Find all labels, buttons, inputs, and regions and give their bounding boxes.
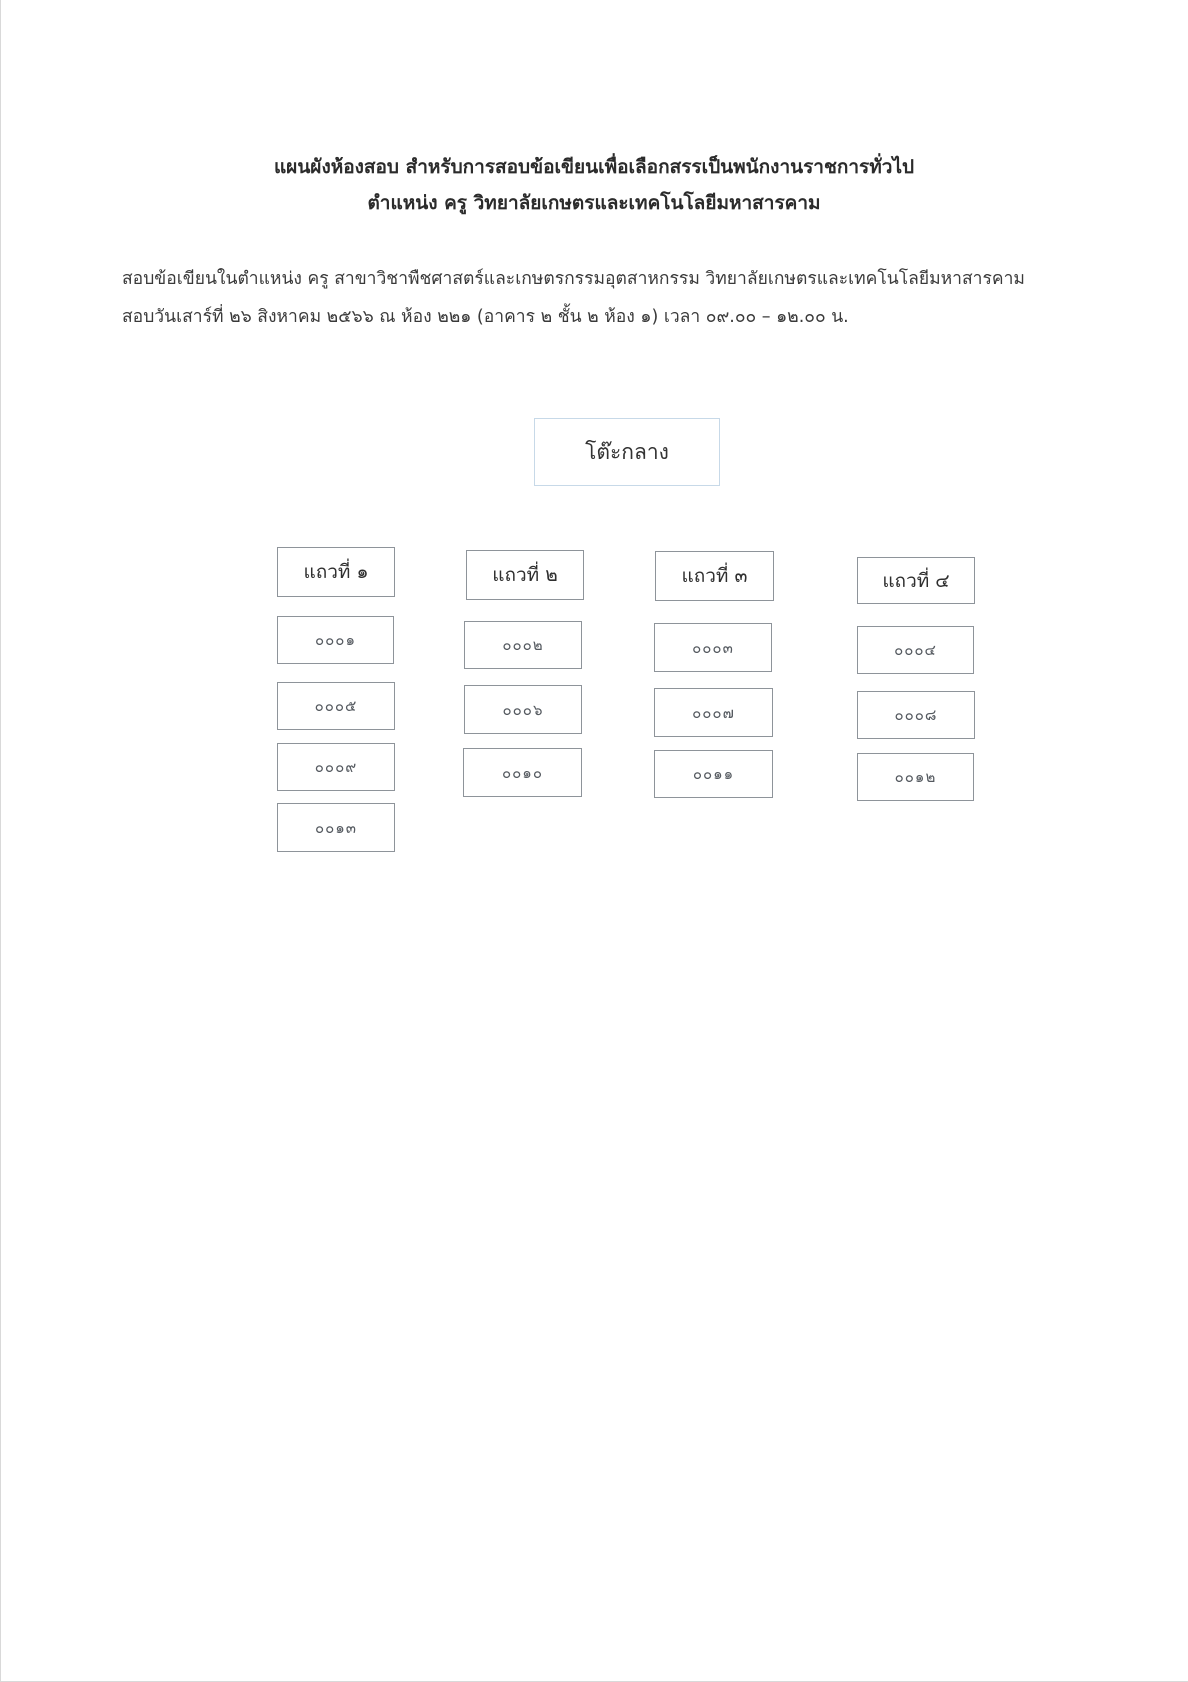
exam-schedule-line: สอบวันเสาร์ที่ ๒๖ สิงหาคม ๒๕๖๖ ณ ห้อง ๒๒๑ (อาคาร ๒ ชั้น ๒ ห้อง ๑) เวลา ๐๙.๐๐ – ๑๒.๐๐ น. [122,307,849,327]
center-table-box: โต๊ะกลาง [534,418,720,486]
document-title: แผนผังห้องสอบ สำหรับการสอบข้อเขียนเพื่อเลือกสรรเป็นพนักงานราชการทั่วไป [273,156,915,178]
seat-box: ๐๐๑๓ [277,803,395,852]
row-header-2: แถวที่ ๒ [466,550,584,600]
document-subtitle: ตำแหน่ง ครู วิทยาลัยเกษตรและเทคโนโลยีมหาสารคาม [367,192,821,214]
seat-box: ๐๐๐๙ [277,743,395,791]
seat-box: ๐๐๑๒ [857,753,974,801]
seat-box: ๐๐๑๐ [463,748,582,797]
seat-box: ๐๐๐๖ [464,685,582,734]
page-edge-left [0,0,1,1682]
seat-box: ๐๐๐๓ [654,623,772,672]
seat-box: ๐๐๐๑ [277,616,394,664]
seat-box: ๐๐๐๘ [857,691,975,739]
exam-position-line: สอบข้อเขียนในตำแหน่ง ครู สาขาวิชาพืชศาสตร์และเกษตรกรรมอุตสาหกรรม วิทยาลัยเกษตรและเทคโนโลยีมหาสารคาม [122,269,1025,289]
seat-box: ๐๐๑๑ [654,750,773,798]
seat-box: ๐๐๐๕ [277,682,395,730]
seat-box: ๐๐๐๒ [464,621,582,669]
row-header-4: แถวที่ ๔ [857,557,975,604]
seat-box: ๐๐๐๗ [654,688,773,737]
row-header-3: แถวที่ ๓ [655,551,774,601]
seat-box: ๐๐๐๔ [857,626,974,674]
row-header-1: แถวที่ ๑ [277,547,395,597]
